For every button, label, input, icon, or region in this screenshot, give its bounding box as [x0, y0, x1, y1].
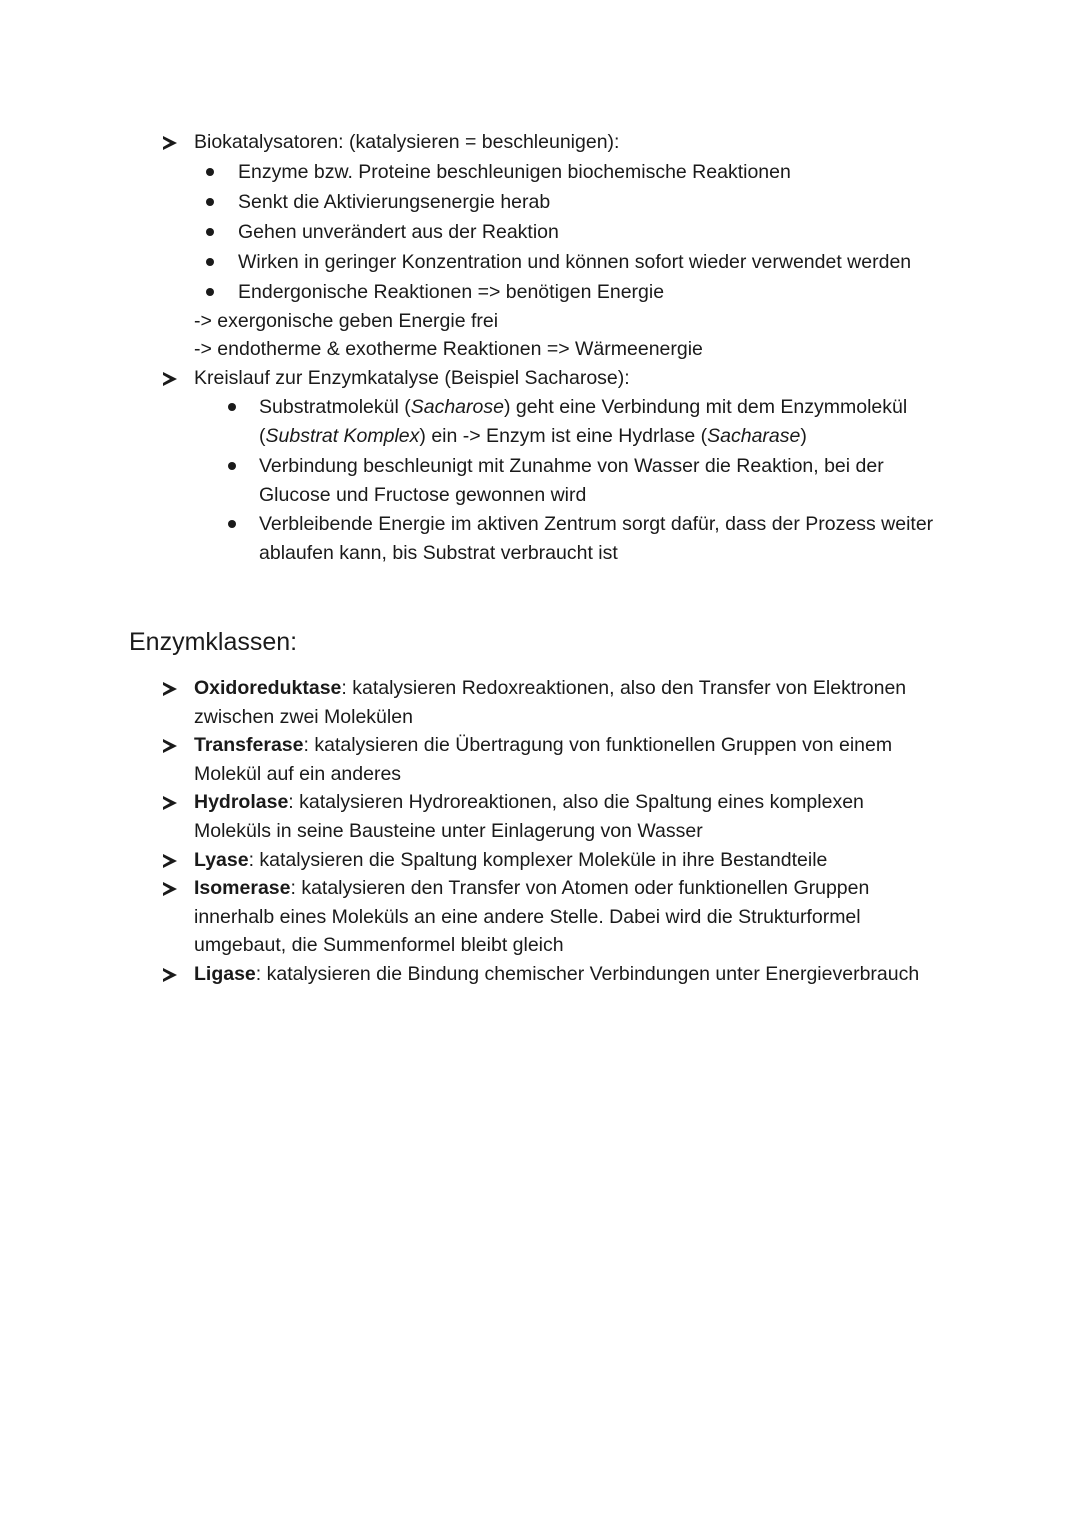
class-isomerase-line-2: innerhalb eines Moleküls an eine andere Stelle. Dabei wird die Strukturformel	[194, 906, 861, 928]
arrow-bullet-icon	[163, 372, 177, 386]
kreislauf-title: Kreislauf zur Enzymkatalyse (Beispiel Sacharose):	[194, 367, 630, 389]
cycle-item-3-line-2: ablaufen kann, bis Substrat verbraucht ist	[259, 542, 618, 564]
class-isomerase-line-1: Isomerase: katalysieren den Transfer von Atomen oder funktionellen Gruppen	[194, 877, 870, 899]
bullet-dot-icon	[228, 462, 236, 470]
note-line: -> endotherme & exotherme Reaktionen => Wärmeenergie	[194, 338, 703, 360]
list-item: Gehen unverändert aus der Reaktion	[238, 221, 559, 243]
cycle-item-2-line-2: Glucose und Fructose gewonnen wird	[259, 484, 587, 506]
list-item: Endergonische Reaktionen => benötigen Energie	[238, 281, 665, 303]
note-line: -> exergonische geben Energie frei	[194, 310, 499, 332]
bullet-dot-icon	[228, 403, 236, 411]
enzymklassen-heading: Enzymklassen:	[129, 628, 298, 656]
class-oxidoreduktase-line-1: Oxidoreduktase: katalysieren Redoxreaktionen, also den Transfer von Elektronen	[194, 677, 907, 699]
bullet-dot-icon	[206, 258, 214, 266]
class-hydrolase-line-2: Moleküls in seine Bausteine unter Einlagerung von Wasser	[194, 820, 703, 842]
class-oxidoreduktase-line-2: zwischen zwei Molekülen	[194, 706, 413, 728]
cycle-item-1-line-2: (Substrat Komplex) ein -> Enzym ist eine Hydrlase (Sacharase)	[259, 425, 807, 447]
arrow-bullet-icon	[163, 854, 177, 868]
arrow-bullet-icon	[163, 136, 177, 150]
list-item: Senkt die Aktivierungsenergie herab	[238, 191, 551, 213]
list-item: Wirken in geringer Konzentration und können sofort wieder verwendet werden	[238, 251, 912, 273]
class-hydrolase-line-1: Hydrolase: katalysieren Hydroreaktionen, also die Spaltung eines komplexen	[194, 791, 864, 813]
class-isomerase-line-3: umgebaut, die Summenformel bleibt gleich	[194, 934, 564, 956]
arrow-bullet-icon	[163, 796, 177, 810]
bullet-dot-icon	[206, 288, 214, 296]
cycle-item-2-line-1: Verbindung beschleunigt mit Zunahme von Wasser die Reaktion, bei der	[259, 455, 884, 477]
bullet-dot-icon	[206, 168, 214, 176]
class-transferase-line-1: Transferase: katalysieren die Übertragung von funktionellen Gruppen von einem	[194, 734, 893, 756]
arrow-bullet-icon	[163, 682, 177, 696]
cycle-item-1-line-1: Substratmolekül (Sacharose) geht eine Verbindung mit dem Enzymmolekül	[259, 396, 908, 418]
bullet-dot-icon	[206, 228, 214, 236]
class-ligase-line-1: Ligase: katalysieren die Bindung chemischer Verbindungen unter Energieverbrauch	[194, 963, 920, 985]
arrow-bullet-icon	[163, 882, 177, 896]
arrow-bullet-icon	[163, 739, 177, 753]
cycle-item-3-line-1: Verbleibende Energie im aktiven Zentrum sorgt dafür, dass der Prozess weiter	[259, 513, 934, 535]
list-item: Enzyme bzw. Proteine beschleunigen biochemische Reaktionen	[238, 161, 791, 183]
class-transferase-line-2: Molekül auf ein anderes	[194, 763, 402, 785]
arrow-bullet-icon	[163, 968, 177, 982]
bullet-dot-icon	[206, 198, 214, 206]
biokatalysatoren-title: Biokatalysatoren: (katalysieren = beschleunigen):	[194, 131, 620, 153]
class-lyase-line-1: Lyase: katalysieren die Spaltung komplexer Moleküle in ihre Bestandteile	[194, 849, 828, 871]
bullet-dot-icon	[228, 520, 236, 528]
